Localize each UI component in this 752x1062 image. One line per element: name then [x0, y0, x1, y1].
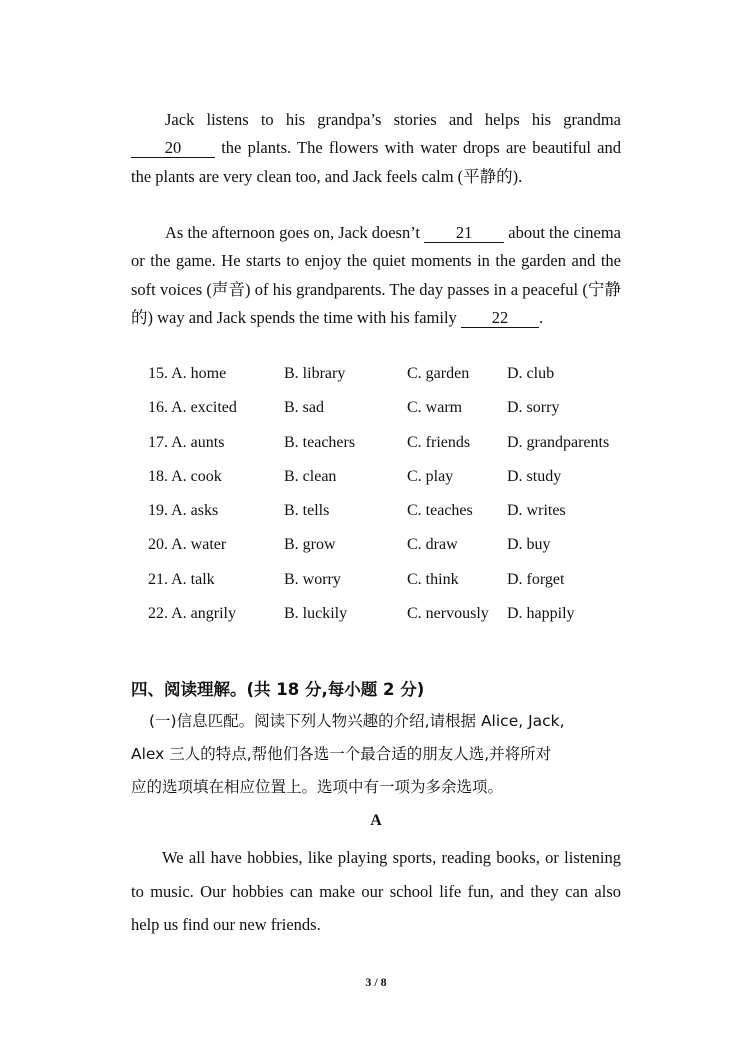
option-q: 18. A. cook — [148, 467, 222, 485]
passage-text: about the cinema or the game. He starts to enjoy the quiet moments in the garden and the soft voices (声音) of his grandparents. The day passes in a peaceful (宁静的) way and Jack spends the time with his family — [131, 223, 621, 327]
option-b: B. worry — [284, 570, 341, 588]
option-c: C. play — [407, 467, 454, 485]
reading-paragraph — [131, 841, 621, 942]
option-c: C. think — [407, 570, 459, 588]
option-c: C. garden — [407, 365, 470, 382]
option-q: 22. A. angrily — [148, 605, 236, 623]
answer-blank-20: 20 — [131, 139, 215, 158]
option-row — [148, 468, 628, 502]
page-number: 3 / 8 — [365, 975, 387, 989]
option-b: B. luckily — [284, 605, 348, 623]
option-b: B. teachers — [284, 433, 356, 451]
option-q: 21. A. talk — [148, 570, 215, 588]
option-c: C. draw — [407, 536, 458, 554]
instruction-line: Alex 三人的特点,帮他们各选一个最合适的朋友人选,并将所对 — [131, 745, 552, 763]
option-q: 19. A. asks — [148, 502, 219, 520]
answer-blank-22: 22 — [461, 309, 539, 328]
option-b: B. clean — [284, 467, 337, 485]
option-b: B. grow — [284, 536, 336, 554]
option-row — [148, 605, 628, 639]
option-d: D. club — [507, 365, 555, 382]
option-c: C. friends — [407, 433, 471, 451]
section-heading: 四、阅读理解。(共 18 分,每小题 2 分) — [131, 680, 425, 699]
passage-text: . — [538, 307, 544, 327]
option-d: D. study — [507, 467, 562, 485]
options-list — [148, 365, 628, 639]
instruction-line: 应的选项填在相应位置上。选项中有一项为多余选项。 — [131, 778, 504, 796]
option-d: D. forget — [507, 570, 565, 588]
option-d: D. sorry — [507, 399, 560, 417]
option-b: B. sad — [284, 399, 324, 417]
option-row — [148, 571, 628, 605]
answer-blank-21: 21 — [424, 224, 504, 243]
option-q: 17. A. aunts — [148, 433, 225, 451]
option-row — [148, 502, 628, 536]
passage-text: the plants. The flowers with water drops are beautiful and the plants are very clean too, and Jack feels calm (平静的). — [131, 138, 621, 186]
option-c: C. nervously — [407, 605, 489, 623]
option-row — [148, 365, 628, 399]
reading-text: We all have hobbies, like playing sports, reading books, or listening to music. Our hobbies can make our school life fun, and they can also help us find our new friends. — [131, 848, 621, 934]
option-q: 16. A. excited — [148, 399, 237, 417]
option-q: 20. A. water — [148, 536, 227, 554]
option-b: B. tells — [284, 502, 330, 520]
instruction-line: (一)信息匹配。阅读下列人物兴趣的介绍,请根据 Alice, Jack, — [149, 712, 565, 730]
passage-text: As the afternoon goes on, Jack doesn’t — [165, 223, 425, 242]
option-c: C. teaches — [407, 502, 473, 520]
option-d: D. buy — [507, 536, 551, 554]
option-row — [148, 434, 628, 468]
option-d: D. grandparents — [507, 433, 610, 451]
option-row — [148, 536, 628, 570]
passage-paragraph-1 — [131, 106, 621, 191]
passage-text: Jack listens to his grandpa’s stories and helps his grandma — [165, 110, 621, 129]
option-b: B. library — [284, 365, 346, 382]
section-instructions — [131, 705, 623, 804]
option-d: D. writes — [507, 502, 566, 520]
option-q: 15. A. home — [148, 365, 227, 382]
part-label: A — [370, 812, 382, 829]
passage-paragraph-2 — [131, 219, 621, 332]
option-c: C. warm — [407, 399, 463, 417]
option-d: D. happily — [507, 605, 575, 623]
option-row — [148, 399, 628, 433]
